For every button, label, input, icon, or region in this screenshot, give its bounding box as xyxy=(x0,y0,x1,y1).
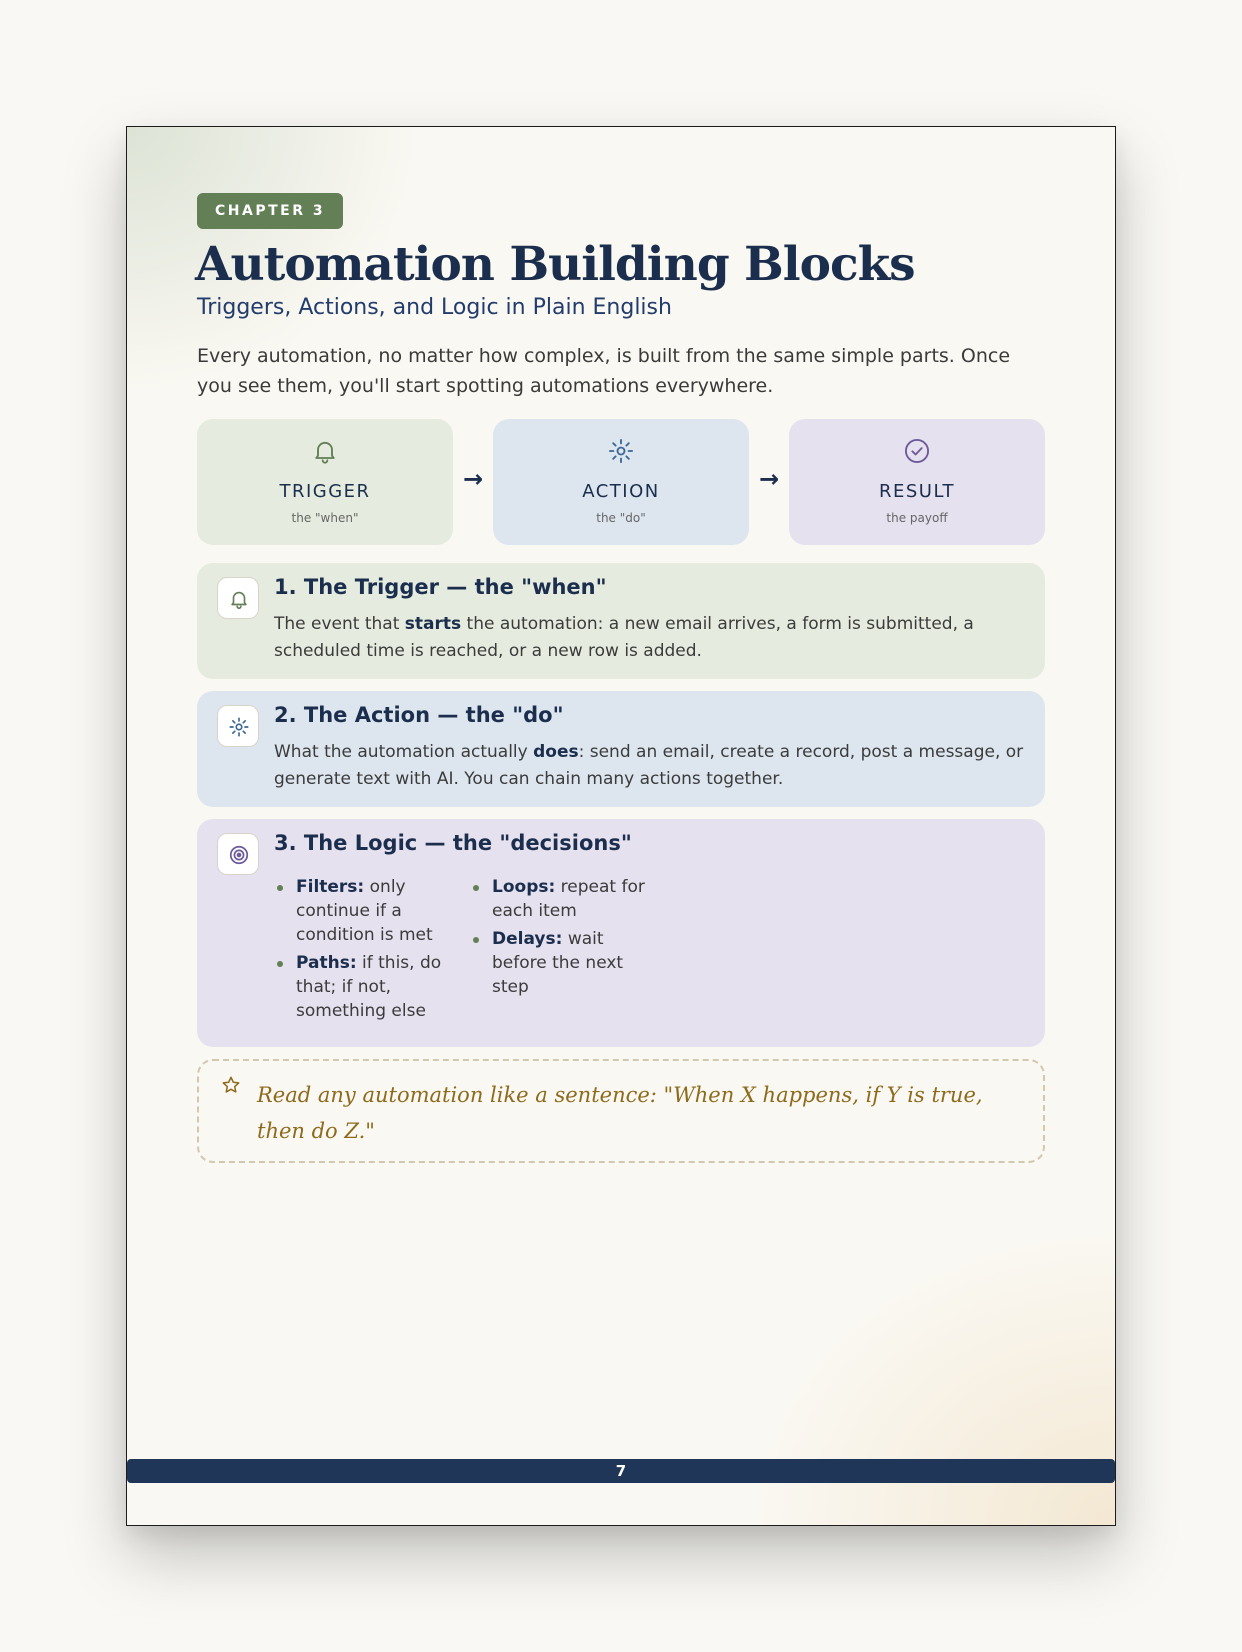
star-icon xyxy=(221,1075,241,1095)
flow-box-trigger xyxy=(197,419,453,545)
check-circle-icon xyxy=(903,437,931,465)
tip-box xyxy=(197,1059,1045,1163)
action-card xyxy=(197,691,1045,807)
page-subtitle: Triggers, Actions, and Logic in Plain English xyxy=(197,295,672,320)
trigger-card xyxy=(197,563,1045,679)
flow-sub-action: the "do" xyxy=(596,511,646,525)
page-title: Automation Building Blocks xyxy=(195,237,915,292)
logic-item-filters: Filters: only continue if a condition is met xyxy=(274,875,449,947)
logic-item-paths: Paths: if this, do that; if not, something else xyxy=(274,951,449,1023)
arrow-right-icon: → xyxy=(462,465,484,493)
tip-text: Read any automation like a sentence: "When X happens, if Y is true, then do Z." xyxy=(257,1083,983,1143)
bell-icon xyxy=(311,437,339,465)
flow-box-result xyxy=(789,419,1045,545)
flow-box-action xyxy=(493,419,749,545)
flow-label-result: RESULT xyxy=(878,481,956,502)
chapter-badge: CHAPTER 3 xyxy=(197,193,343,229)
logic-heading: 3. The Logic — the "decisions" xyxy=(274,831,632,855)
trigger-text: The event that starts the automation: a new email arrives, a form is submitted, a scheduled time is reached, or a new row is added. xyxy=(274,614,974,661)
bell-icon xyxy=(217,577,259,619)
trigger-heading: 1. The Trigger — the "when" xyxy=(274,575,607,599)
logic-card xyxy=(197,819,1045,1047)
logic-item-loops: Loops: repeat for each item xyxy=(470,875,655,923)
flow-sub-trigger: the "when" xyxy=(291,511,359,525)
sun-gear-icon xyxy=(607,437,635,465)
flow-diagram xyxy=(197,419,1045,545)
flow-label-trigger: TRIGGER xyxy=(279,481,371,502)
logic-item-delays: Delays: wait before the next step xyxy=(470,927,655,999)
page-number: 7 xyxy=(127,1459,1115,1483)
intro-paragraph: Every automation, no matter how complex, is built from the same simple parts. Once you see them, you'll start spotting automations everywhere. xyxy=(197,345,1011,397)
target-icon xyxy=(217,833,259,875)
flow-label-action: ACTION xyxy=(582,481,660,502)
book-page xyxy=(126,126,1116,1526)
action-heading: 2. The Action — the "do" xyxy=(274,703,564,727)
logic-list-right xyxy=(470,875,655,1003)
action-text: What the automation actually does: send an email, create a record, post a message, or generate text with AI. You can chain many actions together. xyxy=(274,742,1024,789)
logic-list-left xyxy=(274,875,449,1027)
flow-sub-result: the payoff xyxy=(886,511,948,525)
arrow-right-icon: → xyxy=(758,465,780,493)
sun-gear-icon xyxy=(217,705,259,747)
